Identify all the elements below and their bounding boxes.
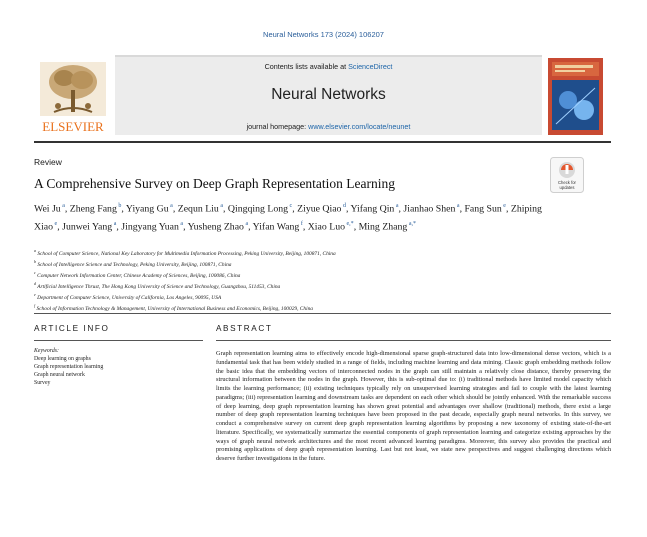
keywords-block: [34, 347, 103, 387]
affiliation-marker: c: [34, 270, 36, 275]
affiliation-marker: e: [34, 292, 36, 297]
author-name[interactable]: Fang Sun: [464, 203, 502, 215]
homepage-line: [115, 122, 542, 131]
author-name[interactable]: Yiyang Gu: [125, 203, 169, 215]
author-separator: ,: [64, 203, 70, 215]
sciencedirect-link[interactable]: ScienceDirect: [348, 62, 393, 71]
author-name[interactable]: Ziyue Qiao: [297, 203, 342, 215]
svg-text:Check for: Check for: [558, 180, 576, 185]
paper-title: A Comprehensive Survey on Deep Graph Representation Learning: [34, 176, 396, 191]
section-rule: [34, 313, 611, 314]
keyword-item: Graph neural network: [34, 372, 85, 379]
author-affiliation-marker[interactable]: a,*: [407, 220, 416, 227]
article-info-heading: ARTICLE INFO: [34, 324, 110, 333]
abstract-body: [216, 350, 611, 464]
author-affiliation-marker[interactable]: a: [60, 203, 65, 209]
affiliation-marker: a: [34, 248, 36, 253]
author-separator: ,: [353, 221, 359, 233]
author-name[interactable]: Qingqing Long: [227, 203, 289, 215]
author-name[interactable]: Jianhao Shen: [403, 203, 456, 215]
author-separator: ,: [398, 203, 404, 215]
journal-cover-thumbnail[interactable]: [548, 58, 603, 135]
affiliation-item: [34, 302, 594, 313]
keywords-list: [34, 355, 103, 387]
author-separator: ,: [172, 203, 178, 215]
author-separator: ,: [302, 221, 308, 233]
author-affiliation-marker[interactable]: b: [116, 203, 122, 209]
author-separator: ,: [345, 203, 351, 215]
author-list: [34, 199, 544, 235]
author-affiliation-marker[interactable]: a: [112, 220, 117, 227]
author-name[interactable]: Ming Zhang: [358, 221, 408, 233]
author-affiliation-marker[interactable]: e: [501, 203, 506, 209]
author-name[interactable]: Zequn Liu: [177, 203, 219, 215]
article-type: Review: [34, 157, 62, 167]
affiliation-list: [34, 247, 594, 313]
author-affiliation-marker[interactable]: a: [218, 203, 223, 209]
author-separator: ,: [57, 221, 63, 233]
affiliation-item: [34, 280, 594, 291]
contents-line: [115, 62, 542, 71]
affiliation-item: [34, 258, 594, 269]
author-affiliation-marker[interactable]: a: [455, 203, 460, 209]
abstract-heading: ABSTRACT: [216, 324, 273, 333]
keyword-item: Deep learning on graphs: [34, 356, 91, 363]
abstract-text: Graph representation learning aims to effectively encode high-dimensional sparse graph-structured data into low-dimensional dense vectors, which is a fundamental task that has been widely studied in a range of fields, including machine learning and data mining. Classic graph embedding methods follow the basic idea that the embedding vectors of interconnected nodes in the graph can still maintain a relatively close distance, thereby preserving the structural information between the nodes in the graph. However, this is sub-optimal due to: (i) traditional methods have limited model capacity which limits the learning performance; (ii) existing techniques typically rely on unsupervised learning strategies and fail to couple with the latest learning paradigms; (iii) representation learning and downstream tasks are dependent on each other which should be jointly enhanced. With the remarkable success of deep learning, deep graph representation learning has shown great potential and advantages over shallow (traditional) methods, there exist a large number of deep graph representation learning techniques have been proposed in the past decade, especially graph neural networks. In this survey, we conduct a comprehensive survey on current deep graph representation learning algorithms by proposing a new taxonomy of existing state-of-the-art literature. Specifically, we systematically summarize the essential components of graph representation learning and categorize existing approaches by the ways of graph neural network architectures and the most recent advanced learning paradigms. Moreover, this survey also provides the practical and promising applications of deep graph representation learning. Last but not least, we state new perspectives and suggest challenging directions which deserve further investigations in the future.: [216, 350, 611, 462]
keyword-item: Graph representation learning: [34, 364, 104, 371]
author-affiliation-marker[interactable]: e: [53, 220, 58, 227]
check-for-updates-button[interactable]: [550, 157, 584, 193]
affiliation-marker: b: [34, 259, 36, 264]
author-affiliation-marker[interactable]: d: [341, 203, 346, 209]
contents-prefix: Contents lists available at: [264, 62, 349, 71]
affiliation-text: Computer Network Information Center, Chinese Academy of Sciences, Beijing, 100086, China: [35, 272, 241, 279]
author-name[interactable]: Zheng Fang: [69, 203, 117, 215]
author-separator: ,: [116, 221, 122, 233]
author-name[interactable]: Yusheng Zhao: [187, 221, 244, 233]
affiliation-item: [34, 247, 594, 258]
author-separator: ,: [222, 203, 228, 215]
author-name[interactable]: Junwei Yang: [62, 221, 113, 233]
svg-text:updates: updates: [559, 185, 575, 190]
author-separator: ,: [121, 203, 126, 215]
keyword-item: Survey: [34, 380, 51, 387]
author-separator: ,: [505, 203, 511, 215]
affiliation-text: School of Computer Science, National Key Laboratory for Multimedia Information Processing, Peking University, Beijing, 100871, China: [36, 250, 336, 257]
author-separator: ,: [459, 203, 465, 215]
author-separator: ,: [248, 221, 253, 233]
author-affiliation-marker[interactable]: a: [243, 220, 249, 227]
author-affiliation-marker[interactable]: a: [394, 203, 399, 209]
journal-title: Neural Networks: [271, 86, 386, 103]
author-name[interactable]: Yifang Qin: [350, 203, 395, 215]
elsevier-logo: [34, 60, 112, 134]
author-separator: ,: [292, 203, 298, 215]
author-affiliation-marker[interactable]: c: [288, 203, 293, 209]
affiliation-text: School of Information Technology & Management, University of International Business and Economics, Beijing, 100029, China: [35, 305, 313, 312]
affiliation-marker: d: [34, 281, 36, 286]
homepage-prefix: journal homepage:: [246, 122, 309, 131]
keywords-label: Keywords:: [34, 348, 59, 354]
author-name[interactable]: Jingyang Yuan: [121, 221, 179, 233]
author-affiliation-marker[interactable]: a: [178, 220, 184, 227]
abstract-rule: [216, 340, 611, 341]
affiliation-text: Department of Computer Science, University of California, Los Angeles, 90095, USA: [35, 294, 222, 301]
author-affiliation-marker[interactable]: f: [299, 220, 303, 227]
article-info-rule: [34, 340, 203, 341]
journal-reference[interactable]: Neural Networks 173 (2024) 106207: [263, 30, 384, 39]
affiliation-text: School of Intelligence Science and Technology, Peking University, Beijing, 100871, China: [36, 261, 232, 268]
affiliation-text: Artificial Intelligence Thrust, The Hong Kong University of Science and Technology, Guangzhou, 511453, China: [36, 283, 281, 290]
author-separator: ,: [183, 221, 188, 233]
affiliation-marker: f: [34, 303, 36, 308]
author-name[interactable]: Wei Ju: [34, 203, 61, 215]
author-name[interactable]: Xiao Luo: [307, 221, 346, 233]
author-name[interactable]: Zhiping Xiao: [34, 203, 542, 233]
header-rule: [34, 141, 611, 143]
author-name[interactable]: Yifan Wang: [252, 221, 300, 233]
author-affiliation-marker[interactable]: e,*: [345, 220, 354, 227]
homepage-link[interactable]: www.elsevier.com/locate/neunet: [308, 122, 411, 131]
author-affiliation-marker[interactable]: a: [168, 203, 173, 209]
affiliation-item: [34, 291, 594, 302]
elsevier-wordmark: ELSEVIER: [42, 119, 104, 134]
affiliation-item: [34, 269, 594, 280]
